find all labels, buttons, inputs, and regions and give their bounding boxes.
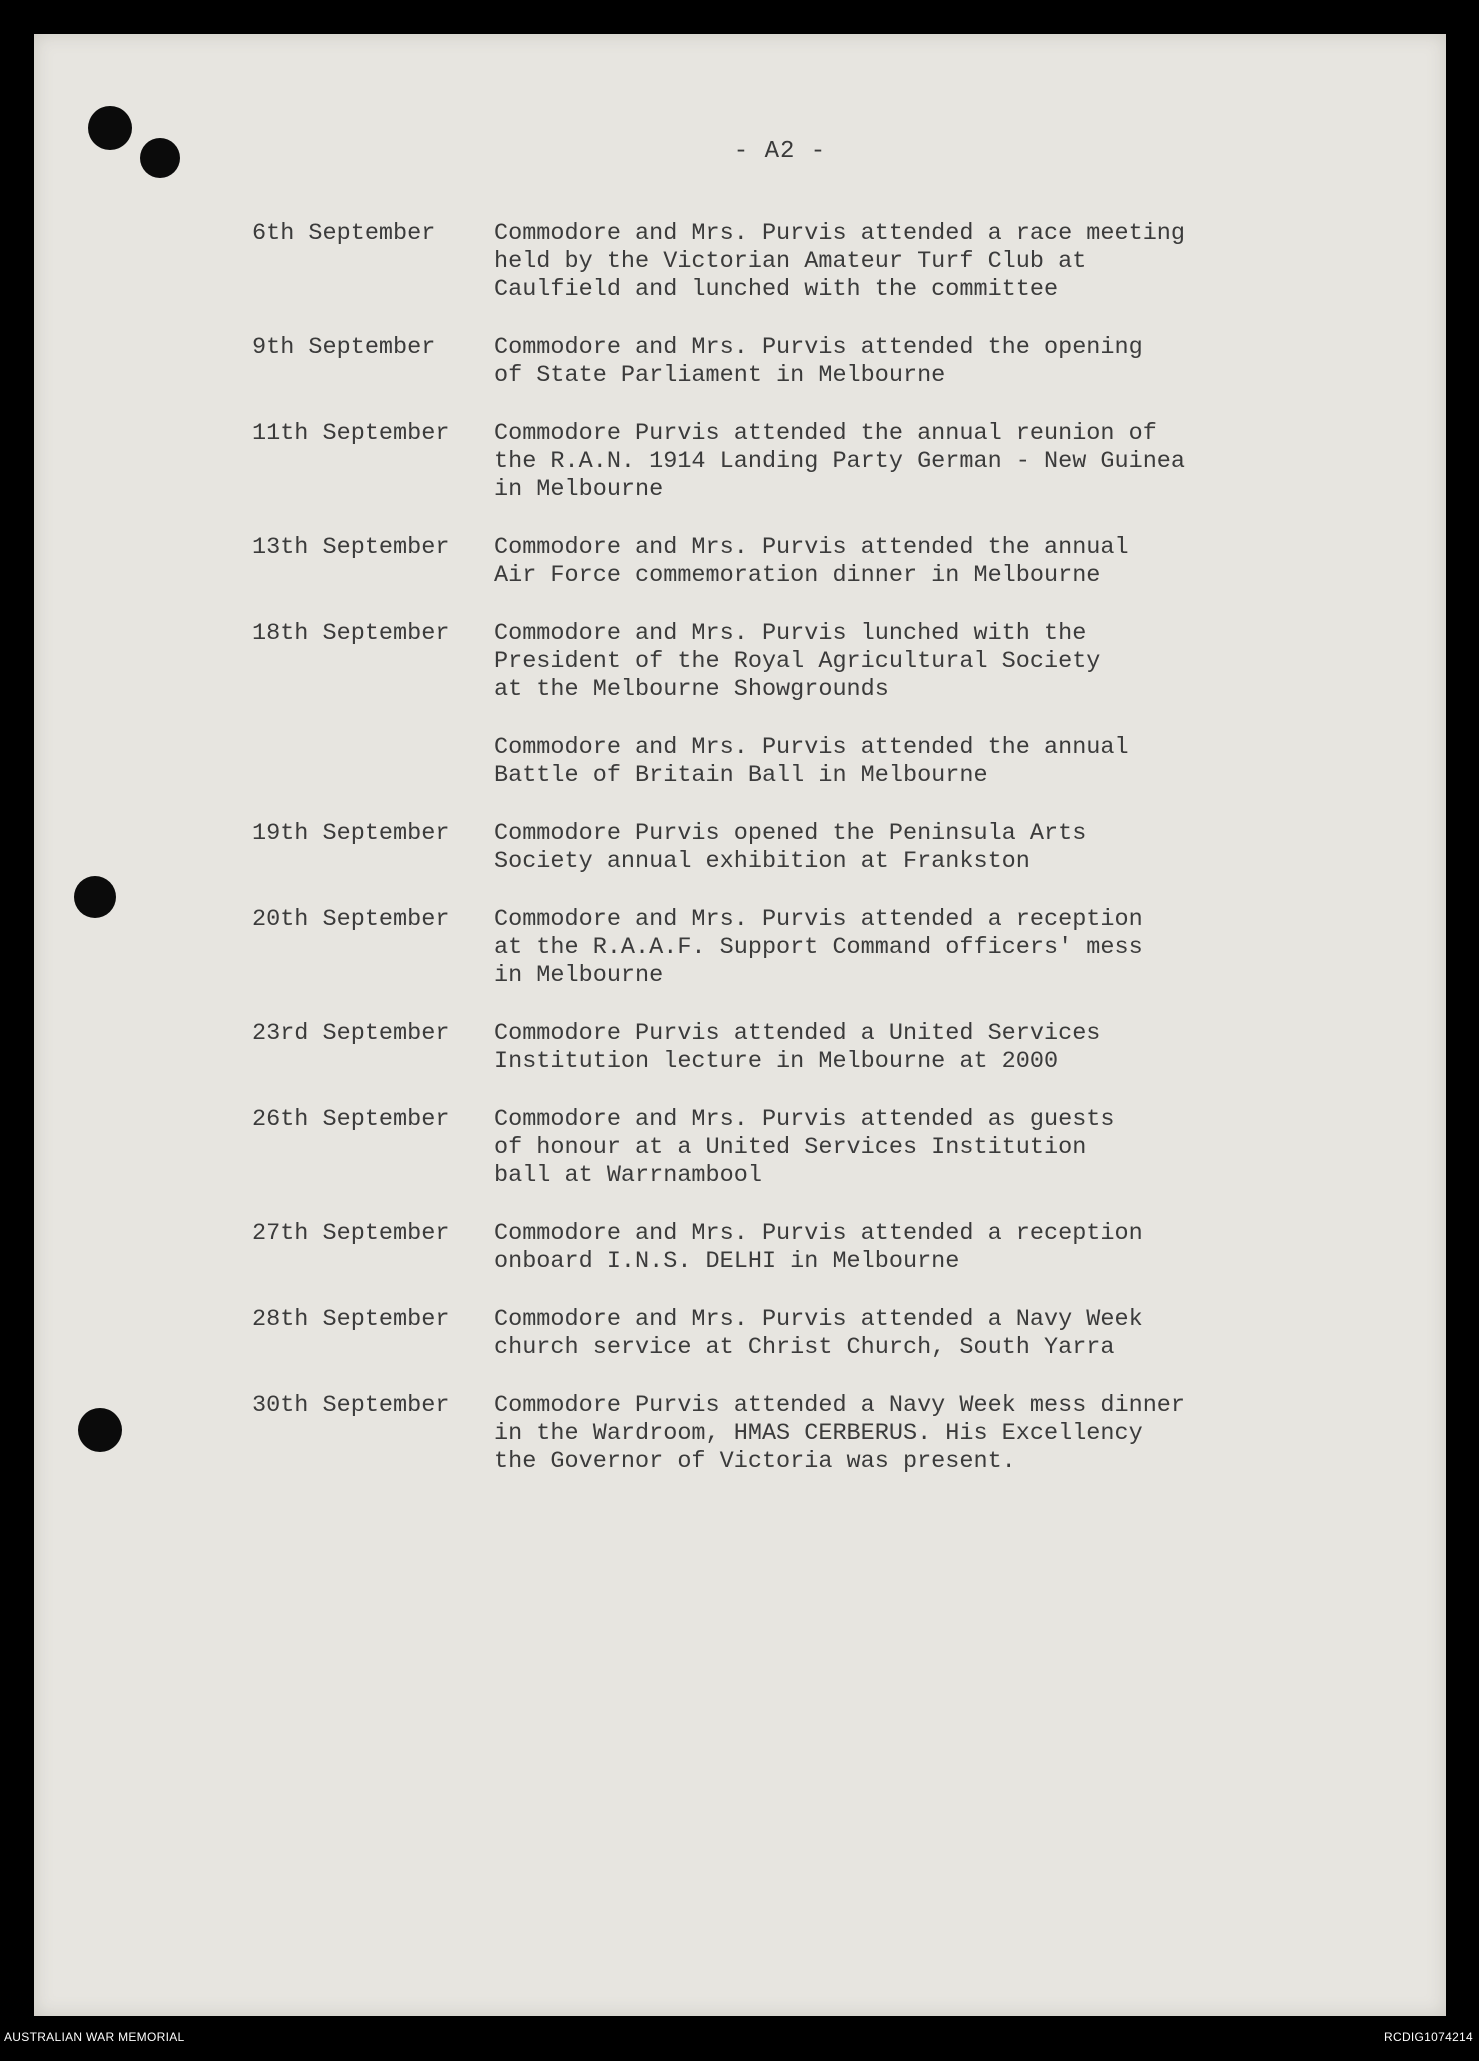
page-number: - A2 - [733,138,827,165]
entry-date [252,734,494,790]
entry-text-line: at the Melbourne Showgrounds [494,676,889,703]
diary-entry [252,1306,1292,1362]
entry-text-line: Commodore and Mrs. Purvis attended a reception [494,1220,1143,1247]
diary-entry [252,334,1292,390]
punch-hole [74,876,116,918]
diary-entry [252,906,1292,990]
entry-date: 27th September [252,1220,450,1247]
entry-text-line: Commodore and Mrs. Purvis attended the opening [494,334,1143,361]
entry-date: 6th September [252,220,436,247]
entry-text [494,1020,1292,1076]
document-page [34,34,1446,2016]
entry-text-line: at the R.A.A.F. Support Command officers' mess [494,934,1143,961]
entry-text-line: ball at Warrnambool [494,1162,762,1189]
diary-entry [252,420,1292,504]
entry-text [494,334,1292,390]
entry-text-line: Commodore and Mrs. Purvis attended as guests [494,1106,1115,1133]
diary-entry [252,1106,1292,1190]
entry-text-line: in Melbourne [494,476,664,503]
entry-text [494,1306,1292,1362]
entry-text-line: Society annual exhibition at Frankston [494,848,1030,875]
diary-entry [252,1220,1292,1276]
entry-text-line: Commodore Purvis opened the Peninsula Arts [494,820,1087,847]
entry-text-line: Battle of Britain Ball in Melbourne [494,762,988,789]
diary-entries [252,220,1292,1506]
entry-text-line: Air Force commemoration dinner in Melbourne [494,562,1101,589]
entry-date: 11th September [252,420,450,447]
diary-entry [252,820,1292,876]
entry-text-line: in the Wardroom, HMAS CERBERUS. His Excellency [494,1420,1143,1447]
entry-text-line: held by the Victorian Amateur Turf Club at [494,248,1087,275]
diary-entry [252,1020,1292,1076]
entry-date: 18th September [252,620,450,647]
footer-archive-name: AUSTRALIAN WAR MEMORIAL [4,2030,185,2044]
entry-text-line: of honour at a United Services Institution [494,1134,1087,1161]
entry-text-line: Commodore and Mrs. Purvis attended a Navy Week [494,1306,1143,1333]
entry-text-line: Commodore Purvis attended a Navy Week mess dinner [494,1392,1186,1419]
entry-date: 20th September [252,906,450,933]
entry-text [494,420,1292,504]
entry-text [494,820,1292,876]
entry-text [494,1392,1292,1476]
punch-hole [78,1408,122,1452]
entry-date: 28th September [252,1306,450,1333]
footer-record-id: RCDIG1074214 [1384,2030,1473,2044]
entry-text [494,620,1292,704]
entry-text [494,1106,1292,1190]
entry-text-line: church service at Christ Church, South Yarra [494,1334,1115,1361]
diary-entry [252,534,1292,590]
entry-text-line: Commodore and Mrs. Purvis attended a race meeting [494,220,1186,247]
entry-text-line: Commodore and Mrs. Purvis attended a reception [494,906,1143,933]
entry-text-line: Commodore Purvis attended the annual reunion of [494,420,1157,447]
entry-text-line: Institution lecture in Melbourne at 2000 [494,1048,1059,1075]
entry-date: 26th September [252,1106,450,1133]
entry-text-line: Commodore and Mrs. Purvis attended the annual [494,734,1129,761]
entry-text [494,220,1292,304]
diary-entry [252,620,1292,704]
entry-text [494,534,1292,590]
diary-entry [252,220,1292,304]
entry-text-line: Commodore Purvis attended a United Services [494,1020,1101,1047]
entry-text-line: Caulfield and lunched with the committee [494,276,1059,303]
entry-date: 19th September [252,820,450,847]
entry-date: 13th September [252,534,450,561]
entry-text [494,1220,1292,1276]
entry-text-line: of State Parliament in Melbourne [494,362,946,389]
entry-text [494,906,1292,990]
entry-date: 30th September [252,1392,450,1419]
diary-entry [252,1392,1292,1476]
entry-text [494,734,1292,790]
diary-entry [252,734,1292,790]
entry-text-line: the R.A.N. 1914 Landing Party German - New Guinea [494,448,1186,475]
entry-date: 23rd September [252,1020,450,1047]
entry-text-line: the Governor of Victoria was present. [494,1448,1016,1475]
entry-text-line: in Melbourne [494,962,664,989]
entry-text-line: President of the Royal Agricultural Society [494,648,1101,675]
entry-text-line: Commodore and Mrs. Purvis lunched with the [494,620,1087,647]
entry-date: 9th September [252,334,436,361]
entry-text-line: onboard I.N.S. DELHI in Melbourne [494,1248,960,1275]
entry-text-line: Commodore and Mrs. Purvis attended the annual [494,534,1129,561]
